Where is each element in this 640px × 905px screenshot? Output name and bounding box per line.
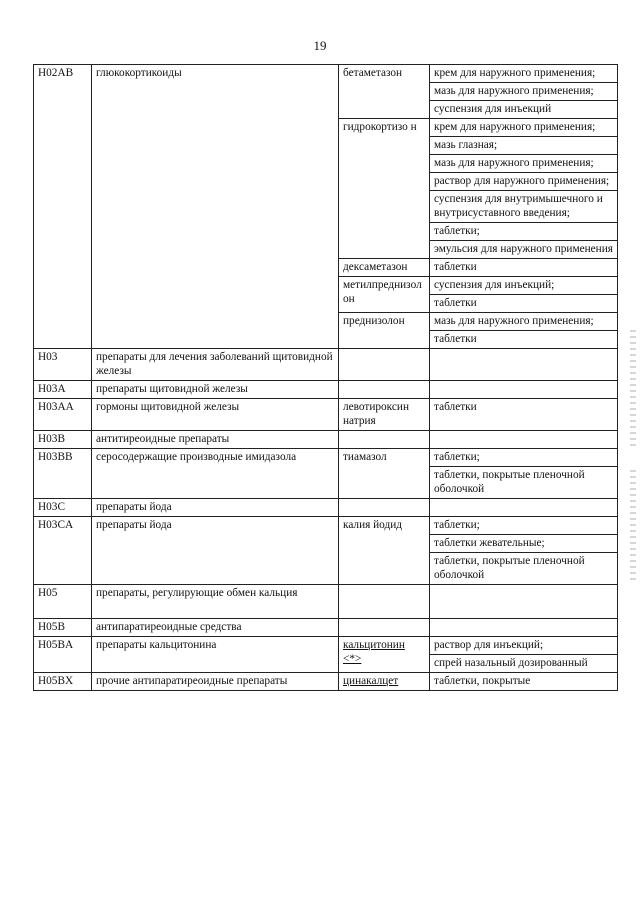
table-row (34, 517, 618, 535)
group-name-cell: серосодержащие производные имидазола (92, 449, 339, 499)
drug-name: метилпреднизолон (343, 279, 422, 305)
dosage-form-cell: мазь для наружного применения; (430, 313, 618, 331)
dosage-form-cell: раствор для инъекций; (430, 637, 618, 655)
drug-name-cell (339, 637, 430, 673)
dosage-form-cell: таблетки (430, 399, 618, 431)
margin-stamp-mark (630, 330, 636, 450)
table-row (34, 499, 618, 517)
dosage-form-cell (430, 585, 618, 619)
dosage-form-cell: таблетки, покрытые пленочной оболочкой (430, 467, 618, 499)
table-row (34, 637, 618, 655)
dosage-form-cell: таблетки; (430, 517, 618, 535)
drug-name-cell (339, 313, 430, 349)
margin-stamp-mark (630, 470, 636, 580)
group-name-cell: антитиреоидные препараты (92, 431, 339, 449)
group-name-cell: препараты для лечения заболеваний щитовидной железы (92, 349, 339, 381)
dosage-form-cell: таблетки (430, 331, 618, 349)
dosage-form-cell: таблетки (430, 259, 618, 277)
dosage-form-cell: таблетки; (430, 223, 618, 241)
atc-code-cell: H02AB (34, 65, 92, 349)
dosage-form-cell (430, 619, 618, 637)
drug-name-cell (339, 499, 430, 517)
group-name-cell: антипаратиреоидные средства (92, 619, 339, 637)
table-row (34, 431, 618, 449)
dosage-form-cell: таблетки; (430, 449, 618, 467)
table-row (34, 673, 618, 691)
group-name-cell: гормоны щитовидной железы (92, 399, 339, 431)
drug-name: гидрокортизо н (343, 121, 417, 133)
drug-name-cell (339, 381, 430, 399)
drug-name-cell (339, 119, 430, 259)
drug-name: тиамазол (343, 451, 387, 463)
dosage-form-cell: суспензия для инъекций; (430, 277, 618, 295)
drug-name: бетаметазон (343, 67, 403, 79)
dosage-form-cell (430, 499, 618, 517)
atc-code-cell: H03 (34, 349, 92, 381)
drug-name-cell (339, 349, 430, 381)
drug-name-cell (339, 431, 430, 449)
drug-name: дексаметазон (343, 261, 408, 273)
drug-name: преднизолон (343, 315, 405, 327)
group-name-cell: прочие антипаратиреоидные препараты (92, 673, 339, 691)
drug-name-cell (339, 619, 430, 637)
dosage-form-cell: раствор для наружного применения; (430, 173, 618, 191)
drug-name: левотироксин натрия (343, 401, 409, 427)
table-row (34, 349, 618, 381)
group-name-cell: глюкокортикоиды (92, 65, 339, 349)
drug-table (33, 64, 618, 691)
atc-code-cell: H05B (34, 619, 92, 637)
drug-name-cell (339, 277, 430, 313)
atc-code-cell: H03B (34, 431, 92, 449)
table-row (34, 449, 618, 467)
group-name-cell: препараты кальцитонина (92, 637, 339, 673)
drug-name-cell (339, 585, 430, 619)
table-row (34, 585, 618, 619)
drug-name: цинакалцет (343, 675, 399, 687)
group-name-cell: препараты щитовидной железы (92, 381, 339, 399)
table-row (34, 381, 618, 399)
atc-code-cell: H03C (34, 499, 92, 517)
dosage-form-cell: таблетки, покрытые (430, 673, 618, 691)
dosage-form-cell (430, 381, 618, 399)
dosage-form-cell: спрей назальный дозированный (430, 655, 618, 673)
dosage-form-cell: таблетки (430, 295, 618, 313)
table-row (34, 65, 618, 83)
dosage-form-cell: таблетки, покрытые пленочной оболочкой (430, 553, 618, 585)
group-name-cell: препараты йода (92, 499, 339, 517)
dosage-form-cell: суспензия для инъекций (430, 101, 618, 119)
atc-code-cell: H03A (34, 381, 92, 399)
atc-code-cell: H05BX (34, 673, 92, 691)
atc-code-cell: H05 (34, 585, 92, 619)
drug-name-cell (339, 65, 430, 119)
dosage-form-cell: мазь для наружного применения; (430, 83, 618, 101)
page-number: 19 (313, 38, 327, 53)
dosage-form-cell (430, 431, 618, 449)
drug-name: калия йодид (343, 519, 403, 531)
group-name-cell: препараты йода (92, 517, 339, 585)
dosage-form-cell: таблетки жевательные; (430, 535, 618, 553)
drug-name-cell (339, 517, 430, 585)
dosage-form-cell: крем для наружного применения; (430, 65, 618, 83)
drug-name-cell (339, 673, 430, 691)
atc-code-cell: H05BA (34, 637, 92, 673)
dosage-form-cell: суспензия для внутримышечного и внутрисуставного введения; (430, 191, 618, 223)
dosage-form-cell (430, 349, 618, 381)
drug-name: кальцитонин <*> (343, 639, 405, 665)
atc-code-cell: H03BB (34, 449, 92, 499)
dosage-form-cell: эмульсия для наружного применения (430, 241, 618, 259)
dosage-form-cell: мазь глазная; (430, 137, 618, 155)
table-row (34, 619, 618, 637)
atc-code-cell: H03AA (34, 399, 92, 431)
dosage-form-cell: мазь для наружного применения; (430, 155, 618, 173)
drug-name-cell (339, 449, 430, 499)
atc-code-cell: H03CA (34, 517, 92, 585)
group-name-cell: препараты, регулирующие обмен кальция (92, 585, 339, 619)
drug-name-cell (339, 259, 430, 277)
table-row (34, 399, 618, 431)
drug-name-cell (339, 399, 430, 431)
dosage-form-cell: крем для наружного применения; (430, 119, 618, 137)
